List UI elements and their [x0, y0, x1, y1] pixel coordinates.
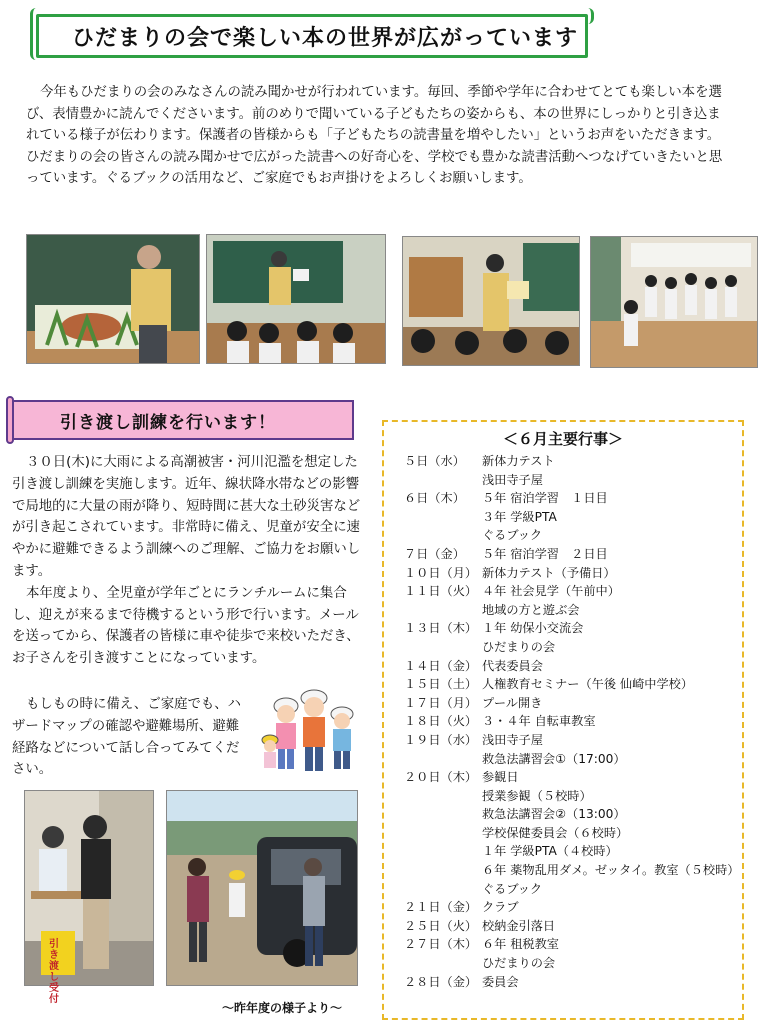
title-banner	[36, 14, 588, 58]
schedule-row	[404, 489, 744, 508]
schedule-row	[404, 638, 744, 657]
schedule-date: １７日（月）	[404, 695, 478, 710]
schedule-event: ３・４年 自転車教室	[482, 714, 596, 729]
schedule-event: ４年 社会見学（午前中）	[482, 584, 620, 599]
schedule-event: 委員会	[482, 974, 519, 989]
schedule-row	[404, 768, 744, 787]
schedule-date	[404, 842, 482, 861]
schedule-date: １３日（木）	[404, 621, 478, 636]
schedule-date: １０日（月）	[404, 565, 478, 580]
schedule-event: 学校保健委員会（６校時）	[482, 825, 629, 840]
drill-photo-pickup	[166, 790, 358, 986]
schedule-list	[404, 452, 744, 991]
drill-photo-pickup-illustration	[167, 791, 357, 985]
schedule-date	[404, 880, 482, 899]
drill-photo-reception	[24, 790, 154, 1005]
schedule-date	[404, 638, 482, 657]
schedule-event: ぐるブック	[482, 528, 543, 543]
schedule-row	[404, 545, 744, 564]
schedule-row	[404, 452, 744, 471]
schedule-date: ５日（水）	[404, 454, 465, 468]
drill-photo-reception-illustration	[25, 791, 153, 985]
schedule-row	[404, 657, 744, 676]
schedule-date	[404, 861, 482, 880]
schedule-date	[404, 805, 482, 824]
schedule-date: ２８日（金）	[404, 974, 478, 989]
reading-photo-1-illustration	[27, 235, 199, 363]
schedule-event: 新体力テスト（予備日）	[482, 565, 616, 580]
schedule-event: 参観日	[482, 770, 519, 785]
june-schedule	[382, 420, 744, 1020]
schedule-row	[404, 973, 744, 992]
schedule-title: ＜６月主要行事＞	[502, 430, 623, 448]
drill-banner	[8, 400, 354, 440]
schedule-event: ひだまりの会	[482, 956, 556, 971]
schedule-row	[404, 805, 744, 824]
schedule-row	[404, 954, 744, 973]
schedule-event: １年 幼保小交流会	[482, 621, 584, 636]
schedule-event: ６年 租税教室	[482, 937, 559, 952]
banner-curl-left	[30, 8, 45, 60]
schedule-date	[404, 954, 482, 973]
drill-heading: 引き渡し訓練を行います！	[60, 413, 276, 433]
schedule-date: ６日（木）	[404, 491, 465, 506]
schedule-row	[404, 564, 744, 583]
schedule-event: 浅田寺子屋	[482, 472, 543, 487]
schedule-date: ７日（金）	[404, 546, 465, 561]
schedule-row	[404, 712, 744, 731]
schedule-event: ぐるブック	[482, 881, 543, 896]
reception-sign: 引き渡し受付	[49, 939, 59, 1005]
schedule-event: 救急法講習会①（17:00）	[482, 751, 626, 766]
schedule-row	[404, 508, 744, 527]
schedule-event: 授業参観（５校時）	[482, 788, 592, 803]
schedule-date	[404, 526, 482, 545]
schedule-date: ２１日（金）	[404, 900, 478, 915]
schedule-row	[404, 675, 744, 694]
schedule-date	[404, 471, 482, 490]
schedule-date: １１日（火）	[404, 584, 478, 599]
reading-photo-1	[26, 234, 200, 364]
schedule-event: 代表委員会	[482, 658, 543, 673]
schedule-row	[404, 601, 744, 620]
schedule-date: １８日（火）	[404, 714, 478, 729]
schedule-event: 地域の方と遊ぶ会	[482, 602, 580, 617]
reading-photo-2	[206, 234, 386, 364]
schedule-event: ５年 宿泊学習 １日目	[482, 491, 608, 506]
drill-paragraph-1: ３０日(木)に大雨による高潮被害・河川氾濫を想定した引き渡し訓練を実施します。近年、線状降水帯などの影響で局地的に大量の雨が降り、短時間に甚大な土砂災害などが引き起こされています。非常時に備え、児童が安全に速やかに避難できるよう訓練へのご理解、ご協力をお願いします。	[12, 455, 361, 579]
schedule-date: ２７日（木）	[404, 937, 478, 952]
schedule-row	[404, 917, 744, 936]
schedule-row	[404, 824, 744, 843]
schedule-row	[404, 471, 744, 490]
children-helmet-icon	[262, 688, 362, 782]
schedule-row	[404, 731, 744, 750]
schedule-row	[404, 842, 744, 861]
schedule-date	[404, 601, 482, 620]
schedule-event: 校納金引落日	[482, 918, 556, 933]
schedule-date: １４日（金）	[404, 658, 478, 673]
reading-photo-4-illustration	[591, 237, 757, 367]
reading-photo-3-illustration	[403, 237, 579, 365]
photo-caption: ～昨年度の様子より～	[222, 1001, 343, 1015]
schedule-date	[404, 824, 482, 843]
schedule-row	[404, 898, 744, 917]
schedule-row	[404, 526, 744, 545]
schedule-date: １９日（水）	[404, 732, 478, 747]
schedule-event: 人権教育セミナー（午後 仙崎中学校）	[482, 677, 694, 692]
schedule-row	[404, 880, 744, 899]
schedule-event: ５年 宿泊学習 ２日目	[482, 546, 608, 561]
schedule-event: ３年 学級PTA	[482, 509, 557, 524]
schedule-date	[404, 508, 482, 527]
schedule-event: 浅田寺子屋	[482, 732, 543, 747]
schedule-row	[404, 619, 744, 638]
page-title: ひだまりの会で楽しい本の世界が広がっています	[72, 26, 579, 51]
schedule-row	[404, 750, 744, 769]
schedule-date	[404, 787, 482, 806]
schedule-event: １年 学級PTA（４校時）	[482, 844, 618, 859]
schedule-event: 新体力テスト	[482, 454, 555, 468]
schedule-event: 救急法講習会②（13:00）	[482, 807, 626, 822]
schedule-row	[404, 582, 744, 601]
schedule-row	[404, 935, 744, 954]
reading-photo-2-illustration	[207, 235, 385, 363]
schedule-date: ２５日（火）	[404, 918, 478, 933]
banner-curl-right	[579, 8, 594, 24]
drill-body	[12, 452, 368, 670]
schedule-date	[404, 750, 482, 769]
schedule-event: ６年 薬物乱用ダメ。ゼッタイ。教室（５校時）	[482, 863, 740, 878]
drill-banner-scroll	[6, 396, 14, 444]
schedule-row	[404, 861, 744, 880]
schedule-event: プール開き	[482, 695, 543, 710]
reading-photo-3	[402, 236, 580, 366]
reading-photo-4	[590, 236, 758, 368]
schedule-date: １５日（土）	[404, 677, 478, 692]
drill-paragraph-3: もしもの時に備え、ご家庭でも、ハザードマップの確認や避難場所、避難経路などについて話し合ってみてください。	[12, 697, 242, 778]
children-helmet-illustration	[262, 688, 362, 782]
drill-paragraph-2: 本年度より、全児童が学年ごとにランチルームに集合し、迎えが来るまで待機するという形で行います。メールを送ってから、保護者の皆様に車や徒歩で来校いただき、お子さんを引き渡すことになっています。	[12, 585, 360, 667]
schedule-event: ひだまりの会	[482, 639, 556, 654]
schedule-row	[404, 787, 744, 806]
schedule-event: クラブ	[482, 900, 519, 915]
schedule-date: ２０日（木）	[404, 770, 478, 785]
intro-paragraph: 今年もひだまりの会のみなさんの読み聞かせが行われています。毎回、季節や学年に合わせてとても楽しい本を選び、表情豊かに読んでくださいます。前のめりで聞いている子どもたちの姿からも、本の世界にしっかりと引き込まれている様子が伝わります。保護者の皆様からも「子どもたちの読書量を増やしたい」というお声をいただきます。ひだまりの会の皆さんの読み聞かせで広がった読書への好奇心を、学校でも豊かな読書活動へつなげていきたいと思っています。ぐるブックの活用など、ご家庭でもお声掛けをよろしくお願いします。	[26, 85, 723, 186]
schedule-row	[404, 694, 744, 713]
